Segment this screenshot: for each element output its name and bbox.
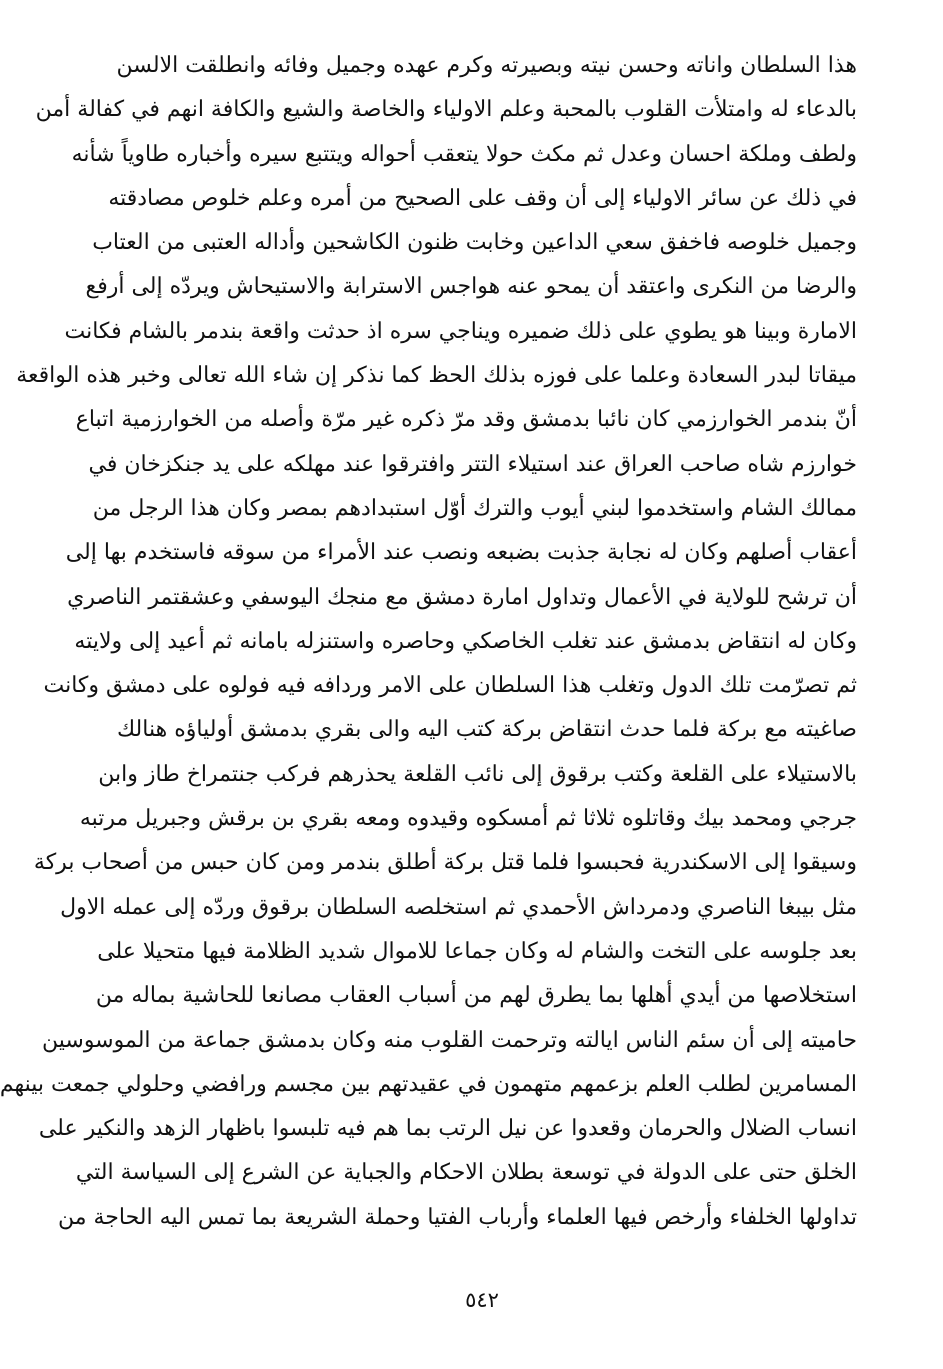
text-line: ممالك الشام واستخدموا لبني أيوب والترك أوّل استبدادهم بمصر وكان هذا الرجل من bbox=[92, 495, 857, 521]
text-line: ميقاتا لبدر السعادة وعلما على فوزه بذلك الحظ كما نذكر إن شاء الله تعالى وخبر هذه الواقعة bbox=[16, 363, 857, 389]
text-line: استخلاصها من أيدي أهلها بما يطرق لهم من أسباب العقاب مصانعا للحاشية بماله من bbox=[95, 983, 857, 1009]
text-line: أعقاب أصلهم وكان له نجابة جذبت بضبعه ونصب عند الأمراء من سوقه فاستخدم بها إلى bbox=[65, 540, 857, 566]
text-line: في ذلك عن سائر الاولياء إلى أن وقف على الصحيح من أمره وعلم خلوص مصادقته bbox=[108, 185, 857, 211]
text-line: والرضا من النكرى واعتقد أن يمحو عنه هواجس الاسترابة والاستيحاش ويردّه إلى أرفع bbox=[85, 274, 857, 300]
text-line: جرجي ومحمد بيك وقاتلوه ثلاثا ثم أمسكوه وقيدوه ومعه بقري بن برقش وجبريل مرتبه bbox=[79, 806, 857, 832]
text-line: تداولها الخلفاء وأرخص فيها العلماء وأرباب الفتيا وحملة الشريعة بما تمس اليه الحاجة من bbox=[57, 1204, 857, 1230]
text-line: وسيقوا إلى الاسكندرية فحبسوا فلما قتل بركة أطلق بندمر ومن كان حبس من أصحاب بركة bbox=[33, 850, 857, 876]
text-line: حاميته إلى أن سئم الناس ايالته وترحمت القلوب منه وكان بدمشق جماعة من الموسوسين bbox=[42, 1027, 857, 1053]
text-line: صاغيته مع بركة فلما حدث انتقاض بركة كتب اليه والى بقري بدمشق أولياؤه هنالك bbox=[117, 717, 857, 743]
text-line: أن ترشح للولاية في الأعمال وتداول امارة دمشق مع منجك اليوسفي وعشقتمر الناصري bbox=[67, 584, 857, 610]
text-line: مثل بيبغا الناصري ودمرداش الأحمدي ثم استخلصه السلطان برقوق وردّه إلى عمله الاول bbox=[60, 894, 857, 920]
text-line: الامارة وبينا هو يطوي على ذلك ضميره ويناجي سره اذ حدثت واقعة بندمر بالشام فكانت bbox=[64, 318, 857, 344]
text-line: أنّ بندمر الخوارزمي كان نائبا بدمشق وقد مرّ ذكره غير مرّة وأصله من الخوارزمية اتباع bbox=[75, 407, 857, 433]
text-line: بالاستيلاء على القلعة وكتب برقوق إلى نائب القلعة يحذرهم فركب جنتمراخ طاز وابن bbox=[98, 761, 857, 787]
text-line: بالدعاء له وامتلأت القلوب بالمحبة وعلم الاولياء والخاصة والشيع والكافة انهم في كفالة أمن bbox=[35, 97, 857, 123]
text-line: وجميل خلوصه فاخفق سعي الداعين وخابت ظنون الكاشحين وأداله العتبى من العتاب bbox=[92, 230, 857, 256]
body-text bbox=[0, 44, 857, 1240]
text-line: ثم تصرّمت تلك الدول وتغلب هذا السلطان على الامر وردافه فيه فولوه على دمشق وكانت bbox=[43, 673, 857, 699]
text-line: انساب الضلال والحرمان وقعدوا عن نيل الرتب بما هم فيه تلبسوا باظهار الزهد والنكير على bbox=[38, 1116, 857, 1142]
text-line: بعد جلوسه على التخت والشام له وكان جماعا للاموال شديد الظلامة فيها متحيلا على bbox=[97, 938, 857, 964]
text-line: الخلق حتى على الدولة في توسعة بطلان الاحكام والجباية عن الشرع إلى السياسة التي bbox=[75, 1160, 857, 1186]
text-line: ولطف وملكة احسان وعدل ثم مكث حولا يتعقب أحواله ويتتبع سيره وأخباره طاوياً شأنه bbox=[71, 141, 857, 167]
page-number: ٥٤٢ bbox=[465, 1288, 499, 1312]
text-line: المسامرين لطلب العلم بزعمهم متهمون في عقيدتهم بين مجسم ورافضي وحلولي جمعت بينهم bbox=[0, 1071, 857, 1097]
text-line: هذا السلطان واناته وحسن نيته وبصيرته وكرم عهده وجميل وفائه وانطلقت الالسن bbox=[116, 53, 857, 78]
text-line: خوارزم شاه صاحب العراق عند استيلاء التتر وافترقوا عند مهلكه على يد جنكزخان في bbox=[88, 451, 857, 477]
text-line: وكان له انتقاض بدمشق عند تغلب الخاصكي وحاصره واستنزله بامانه ثم أعيد إلى ولايته bbox=[74, 628, 857, 654]
